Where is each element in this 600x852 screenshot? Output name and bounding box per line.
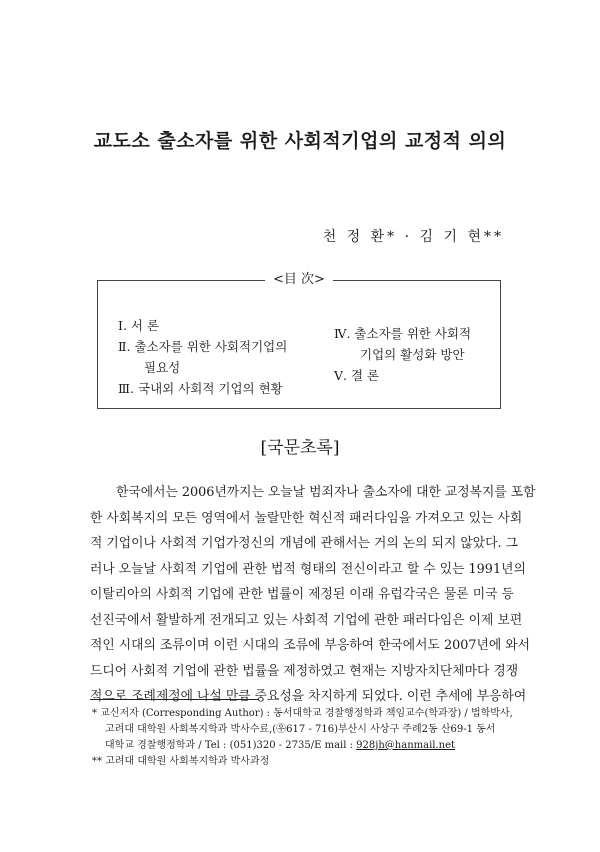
toc-item: Ⅳ. 출소자를 위한 사회적 xyxy=(334,326,472,341)
abstract-line: 적 기업이나 사회적 기업가정신의 개념에 관해서는 거의 논의 되지 않았다. 그 xyxy=(90,536,518,551)
footnote-contact-text: 대학교 경찰행정학과 / Tel : (051)320 - 2735/E mail : xyxy=(105,740,357,751)
abstract-line: 이탈리아의 사회적 기업에 관한 법률이 제정된 이래 유럽각국은 물론 미국 등 xyxy=(90,587,514,602)
abstract-title: [국문초록] xyxy=(260,438,340,458)
toc-item-continuation: 필요성 xyxy=(144,360,181,375)
authors: 천 정 환* · 김 기 현** xyxy=(322,229,504,245)
footnote-continuation: 고려대 대학원 사회복지학과 박사수료,(㉾617 - 716)부산시 사상구 주례2동 산69-1 동서 xyxy=(105,724,496,735)
toc-item: Ⅲ. 국내외 사회적 기업의 현황 xyxy=(118,381,283,396)
abstract-line: 한국에서는 2006년까지는 오늘날 범죄자나 출소자에 대한 교정복지를 포함 xyxy=(116,485,536,500)
toc-item: Ⅱ. 출소자를 위한 사회적기업의 xyxy=(118,339,288,354)
abstract-body xyxy=(90,480,536,710)
table-of-contents xyxy=(97,272,501,409)
toc-header xyxy=(98,271,500,289)
abstract-line: 적으로 조례제정에 나설 만큼 중요성을 차지하게 되었다. 이런 추세에 부응하여 xyxy=(90,689,527,704)
toc-right-column xyxy=(334,323,471,386)
toc-left-column xyxy=(118,315,287,399)
toc-header-label: <目 次> xyxy=(265,272,333,287)
abstract-line: 선진국에서 활발하게 전개되고 있는 사회적 기업에 관한 패러다임은 이제 보편 xyxy=(90,612,523,628)
email-link[interactable]: 928jh@hanmail.net xyxy=(356,740,456,751)
footnotes xyxy=(92,706,512,770)
footnote-corresponding-author: * 교신저자 (Corresponding Author) : 동서대학교 경찰행정학과 책임교수(학과장) / 법학박사, xyxy=(92,708,513,719)
footnote-divider xyxy=(90,699,258,700)
toc-item: Ⅰ. 서 론 xyxy=(118,318,160,333)
footnote-contact xyxy=(92,738,512,754)
abstract-line: 드디어 사회적 기업에 관한 법률을 제정하였고 현재는 지방자치단체마다 경쟁 xyxy=(90,663,519,679)
abstract-line: 적인 시대의 조류이며 이런 시대의 조류에 부응하여 한국에서도 2007년에 와서 xyxy=(90,638,531,653)
abstract-line: 러나 오늘날 사회적 기업에 관한 법적 형태의 전신이라고 할 수 있는 1991년의 xyxy=(90,561,526,577)
paper-title: 교도소 출소자를 위한 사회적기업의 교정적 의의 xyxy=(93,130,507,152)
abstract-line: 한 사회복지의 모든 영역에서 놀랄만한 혁신적 패러다임을 가져오고 있는 사회 xyxy=(90,510,523,526)
toc-item-continuation: 기업의 활성화 방안 xyxy=(360,347,465,362)
toc-item: Ⅴ. 결 론 xyxy=(334,368,380,383)
footnote-coauthor: ** 고려대 대학원 사회복지학과 박사과정 xyxy=(92,756,270,767)
